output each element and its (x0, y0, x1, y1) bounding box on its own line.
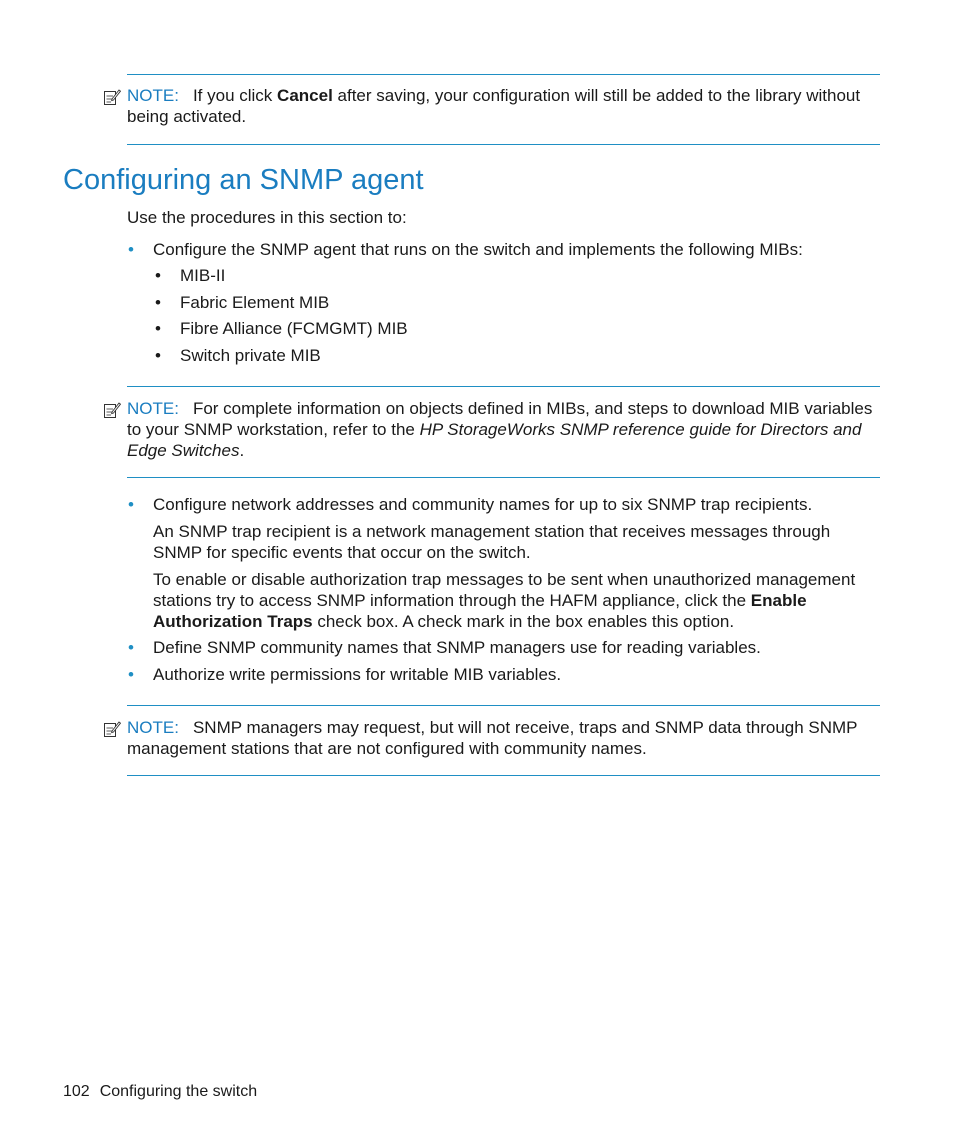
sub-bullet-item (155, 345, 321, 366)
note-text: after saving, your configuration will still be added to the library without being activated. (127, 86, 861, 126)
mib-name: Fabric Element MIB (180, 293, 330, 312)
page-number: 102 (63, 1083, 90, 1100)
bullet-text: Authorize write permissions for writable MIB variables. (153, 665, 562, 684)
note-text: If you click (192, 86, 278, 105)
note-mib-reference (127, 386, 880, 478)
bullet-marker: • (128, 638, 134, 657)
note-pencil-icon (103, 401, 121, 419)
bullet-item (128, 664, 873, 685)
note-cancel (127, 74, 880, 145)
bullet-marker: • (155, 346, 161, 365)
note-bold-term: Cancel (277, 86, 333, 105)
mib-name: Fibre Alliance (FCMGMT) MIB (180, 319, 408, 338)
bullet-marker: • (128, 495, 134, 514)
mib-name: MIB-II (180, 266, 226, 285)
bullet-paragraph: To enable or disable authorization trap messages to be sent when unauthorized management stations try to access SNMP information through the HAFM appliance, click the Enable Authorization Traps check box. A check mark in the box enables this option. (153, 570, 856, 631)
sub-bullet-item (155, 265, 226, 286)
checkbox-name: Enable Authorization Traps (153, 591, 807, 631)
bullet-text: Define SNMP community names that SNMP managers use for reading variables. (153, 638, 761, 657)
note-community-names (127, 705, 880, 776)
note-text: . (239, 441, 245, 460)
section-heading: Configuring an SNMP agent (63, 164, 424, 196)
bullet-paragraph: An SNMP trap recipient is a network management station that receives messages through SNMP for specific events that occur on the switch. (153, 522, 831, 562)
note-label: NOTE: (127, 399, 179, 418)
footer-section-title: Configuring the switch (99, 1083, 258, 1100)
sub-bullet-item (155, 318, 408, 339)
note-label: NOTE: (127, 86, 179, 105)
note-text: For complete information on objects defined in MIBs, and steps to download MIB variables to your SNMP workstation, refer to the (127, 399, 873, 439)
intro-text: Use the procedures in this section to: (127, 208, 407, 227)
note-label: NOTE: (127, 718, 179, 737)
bullet-marker: • (128, 665, 134, 684)
bullet-item (128, 494, 873, 515)
sub-bullet-item (155, 292, 330, 313)
bullet-marker: • (128, 240, 134, 259)
bullet-item (128, 637, 873, 658)
note-pencil-icon (103, 88, 121, 106)
bullet-item (128, 239, 873, 260)
bullet-marker: • (155, 266, 161, 285)
bullet-marker: • (155, 319, 161, 338)
note-pencil-icon (103, 720, 121, 738)
bullet-text: Configure the SNMP agent that runs on the switch and implements the following MIBs: (153, 240, 803, 259)
bullet-text: Configure network addresses and community names for up to six SNMP trap recipients. (153, 495, 813, 514)
page-footer (63, 1082, 257, 1102)
mib-name: Switch private MIB (180, 346, 321, 365)
bullet-marker: • (155, 293, 161, 312)
document-title: HP StorageWorks SNMP reference guide for Directors and Edge Switches (127, 420, 862, 460)
note-text: SNMP managers may request, but will not receive, traps and SNMP data through SNMP management stations that are not configured with community names. (127, 718, 858, 758)
